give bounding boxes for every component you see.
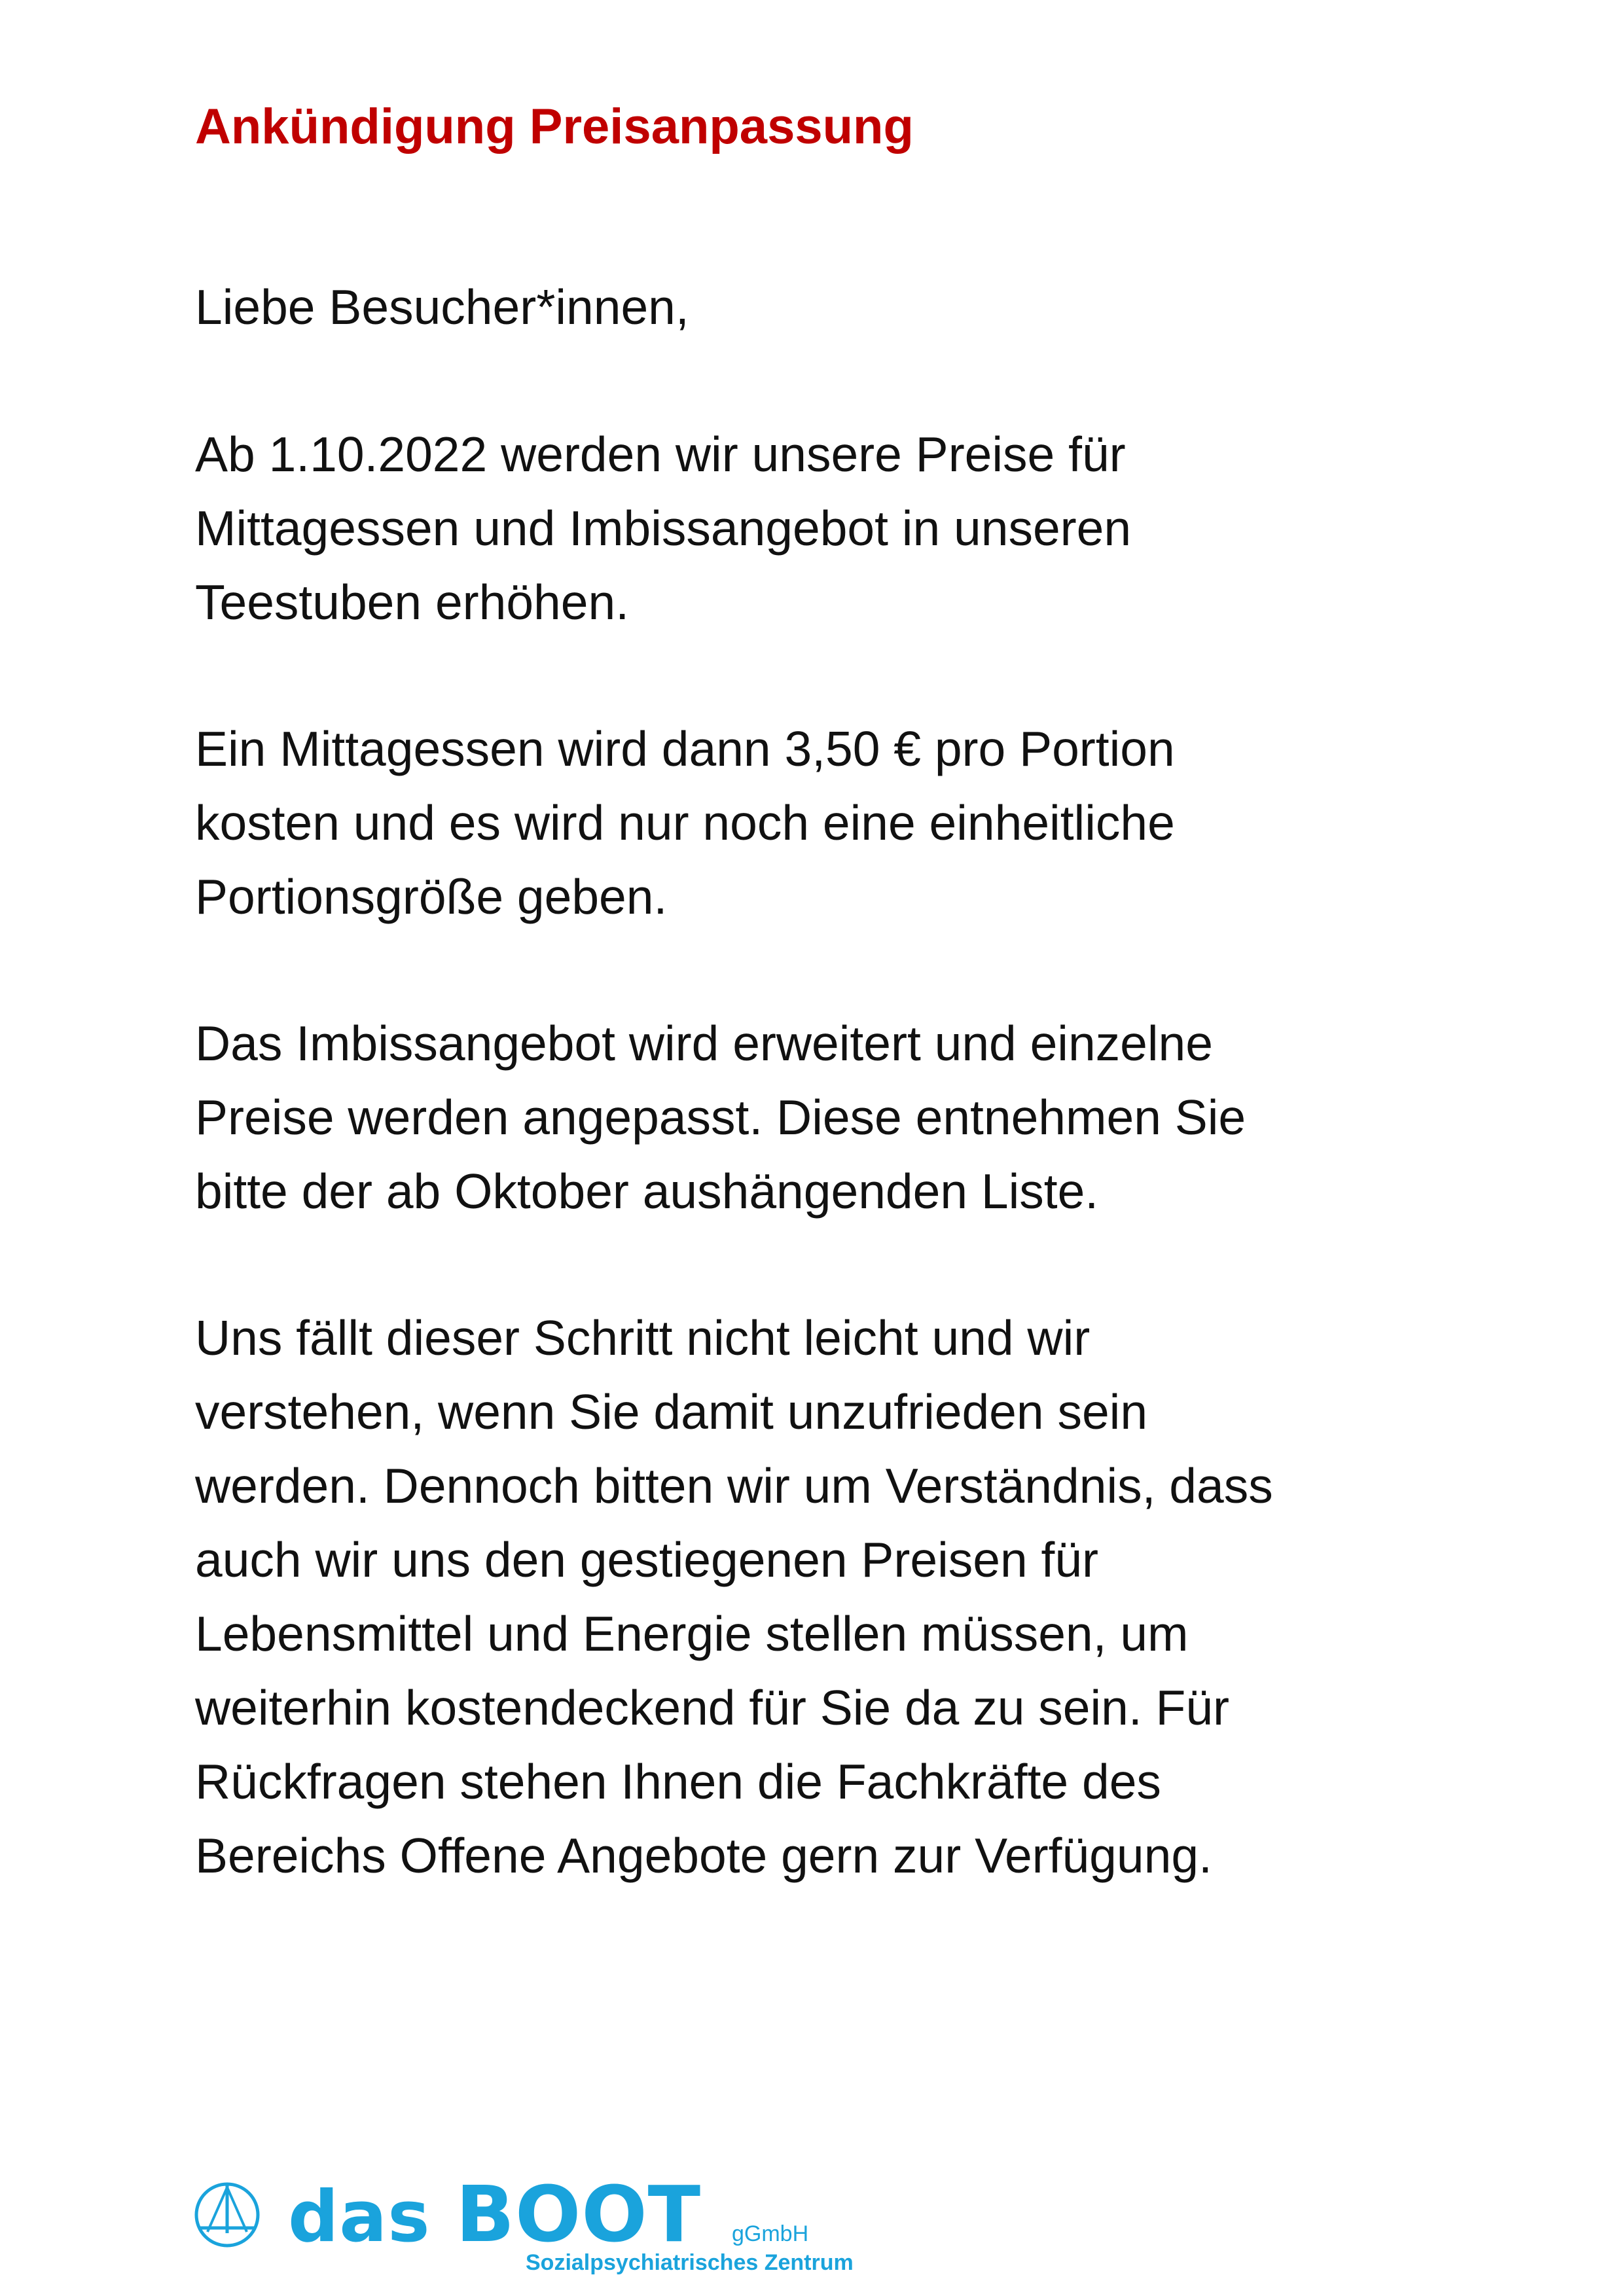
organization-logo [193,2169,913,2278]
paragraph-line: werden. Dennoch bitten wir um Verständnis, dass [195,1458,1273,1513]
logo-name-das: das [288,2176,431,2258]
paragraph-price-increase [195,418,1504,639]
paragraph-line: Uns fällt dieser Schritt nicht leicht und wir [195,1310,1091,1365]
paragraph-lunch-price [195,712,1504,934]
paragraph-line: bitte der ab Oktober aushängenden Liste. [195,1164,1099,1219]
paragraph-line: Portionsgröße geben. [195,869,668,924]
paragraph-line: Lebensmittel und Energie stellen müssen, um [195,1606,1189,1661]
greeting [195,270,1504,344]
logo-tagline: Sozialpsychiatrisches Zentrum [526,2250,854,2275]
paragraph-line: auch wir uns den gestiegenen Preisen für [195,1532,1099,1587]
logo-suffix: gGmbH [732,2221,809,2246]
paragraph-line: Das Imbissangebot wird erweitert und einzelne [195,1016,1213,1071]
logo-name-boot: BOOT [456,2169,702,2259]
paragraph-line: Ab 1.10.2022 werden wir unsere Preise für [195,427,1126,482]
paragraph-line: kosten und es wird nur noch eine einheitliche [195,795,1175,850]
paragraph-line: Mittagessen und Imbissangebot in unseren [195,501,1132,556]
paragraph-line: Rückfragen stehen Ihnen die Fachkräfte des [195,1754,1161,1809]
paragraph-line: Ein Mittagessen wird dann 3,50 € pro Portion [195,721,1175,776]
paragraph-snack-offer [195,1007,1504,1229]
paragraph-line: Preise werden angepasst. Diese entnehmen Sie [195,1090,1246,1145]
paragraph-explanation [195,1301,1504,1893]
logo-name [288,2169,701,2259]
page-title: Ankündigung Preisanpassung [195,99,914,154]
paragraph-line: weiterhin kostendeckend für Sie da zu sein. Für [195,1680,1230,1735]
paragraph-line: verstehen, wenn Sie damit unzufrieden sein [195,1384,1148,1439]
greeting-line: Liebe Besucher*innen, [195,279,689,334]
paragraph-line: Teestuben erhöhen. [195,575,630,630]
paragraph-line: Bereichs Offene Angebote gern zur Verfügung. [195,1828,1212,1883]
boat-sail-circle-icon [193,2181,261,2249]
